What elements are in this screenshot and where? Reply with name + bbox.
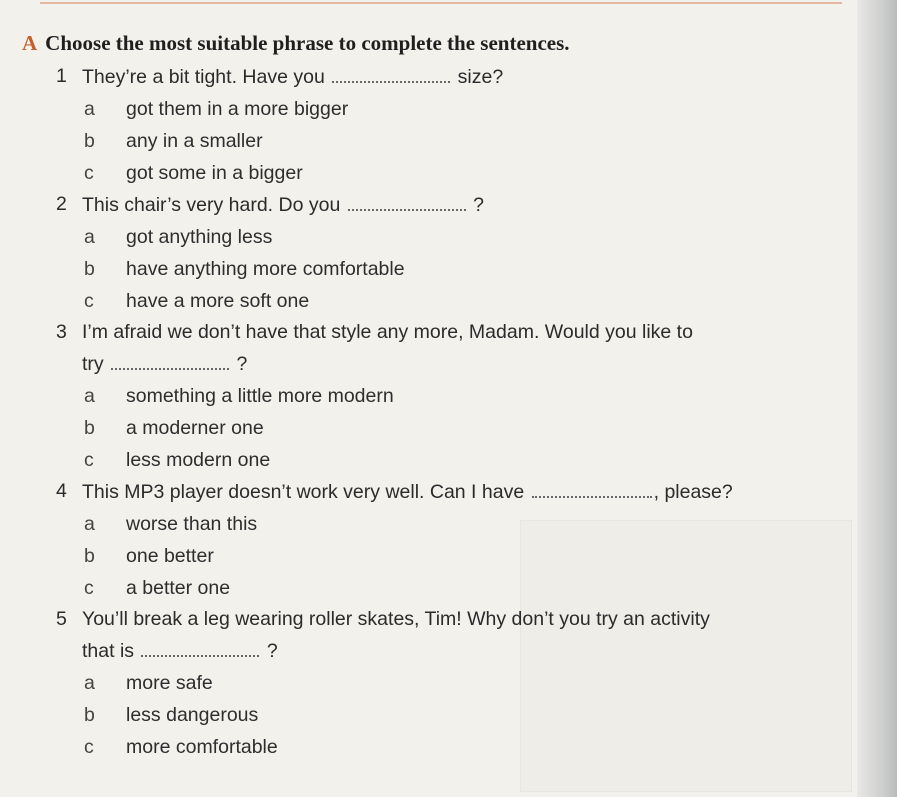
option-1b[interactable] [22, 125, 852, 157]
question-text-line1: I’m afraid we don’t have that style any more, Madam. Would you like to [82, 321, 693, 343]
question-text-before: that is [82, 640, 135, 662]
answer-blank[interactable] [532, 476, 652, 498]
option-letter: c [84, 736, 94, 758]
option-text: got anything less [126, 226, 273, 248]
option-3a[interactable] [22, 380, 852, 412]
option-2b[interactable] [22, 253, 852, 285]
question-text-line1: You’ll break a leg wearing roller skates, Tim! Why don’t you try an activity [82, 608, 710, 630]
option-letter: a [84, 385, 95, 407]
option-letter: a [84, 98, 95, 120]
exercise-heading [22, 25, 852, 61]
option-1a[interactable] [22, 93, 852, 125]
book-spine-edge [857, 0, 897, 797]
option-text: a moderner one [126, 417, 264, 439]
option-letter: b [84, 417, 95, 439]
option-4c[interactable] [22, 572, 852, 604]
option-text: got them in a more bigger [126, 98, 349, 120]
question-number: 2 [56, 193, 67, 215]
question-number: 5 [56, 608, 67, 630]
answer-blank[interactable] [332, 61, 450, 83]
option-2c[interactable] [22, 285, 852, 317]
option-text: have anything more comfortable [126, 258, 405, 280]
option-text: got some in a bigger [126, 162, 303, 184]
question-4 [22, 476, 852, 508]
option-4b[interactable] [22, 540, 852, 572]
option-text: have a more soft one [126, 290, 310, 312]
option-text: one better [126, 545, 214, 567]
question-5 [22, 604, 852, 667]
option-letter: a [84, 513, 95, 535]
question-number: 4 [56, 480, 67, 502]
question-text-before: They’re a bit tight. Have you [82, 66, 325, 88]
option-letter: c [84, 290, 94, 312]
question-text-after: ? [473, 194, 485, 216]
exercise-page [22, 25, 852, 763]
option-3c[interactable] [22, 444, 852, 476]
question-2 [22, 189, 852, 221]
option-text: a better one [126, 577, 231, 599]
option-3b[interactable] [22, 412, 852, 444]
option-text: more comfortable [126, 736, 278, 758]
question-text-before: try [82, 353, 104, 375]
question-text-before: This chair’s very hard. Do you [82, 194, 341, 216]
question-text-after: ? [266, 640, 278, 662]
option-text: any in a smaller [126, 130, 263, 152]
question-text-before: This MP3 player doesn’t work very well. Can I have [82, 481, 525, 503]
option-4a[interactable] [22, 508, 852, 540]
option-text: worse than this [126, 513, 258, 535]
option-text: something a little more modern [126, 385, 394, 407]
option-letter: b [84, 130, 95, 152]
option-5b[interactable] [22, 699, 852, 731]
option-text: more safe [126, 672, 213, 694]
option-text: less modern one [126, 449, 271, 471]
option-letter: b [84, 704, 95, 726]
question-number: 1 [56, 65, 67, 87]
answer-blank[interactable] [111, 348, 229, 370]
question-3 [22, 317, 852, 380]
option-text: less dangerous [126, 704, 259, 726]
option-letter: c [84, 577, 94, 599]
option-letter: a [84, 672, 95, 694]
question-number: 3 [56, 321, 67, 343]
option-5a[interactable] [22, 667, 852, 699]
question-text-after: ? [236, 353, 248, 375]
top-rule [40, 2, 842, 4]
option-letter: b [84, 258, 95, 280]
option-5c[interactable] [22, 731, 852, 763]
question-1 [22, 61, 852, 93]
option-2a[interactable] [22, 221, 852, 253]
option-1c[interactable] [22, 157, 852, 189]
option-letter: c [84, 449, 94, 471]
exercise-instruction: Choose the most suitable phrase to complete the sentences. [45, 31, 570, 55]
answer-blank[interactable] [141, 635, 259, 657]
option-letter: a [84, 226, 95, 248]
question-text-after: size? [457, 66, 504, 88]
question-text-after: , please? [653, 481, 733, 503]
option-letter: c [84, 162, 94, 184]
answer-blank[interactable] [348, 189, 466, 211]
option-letter: b [84, 545, 95, 567]
exercise-letter: A [22, 31, 38, 55]
